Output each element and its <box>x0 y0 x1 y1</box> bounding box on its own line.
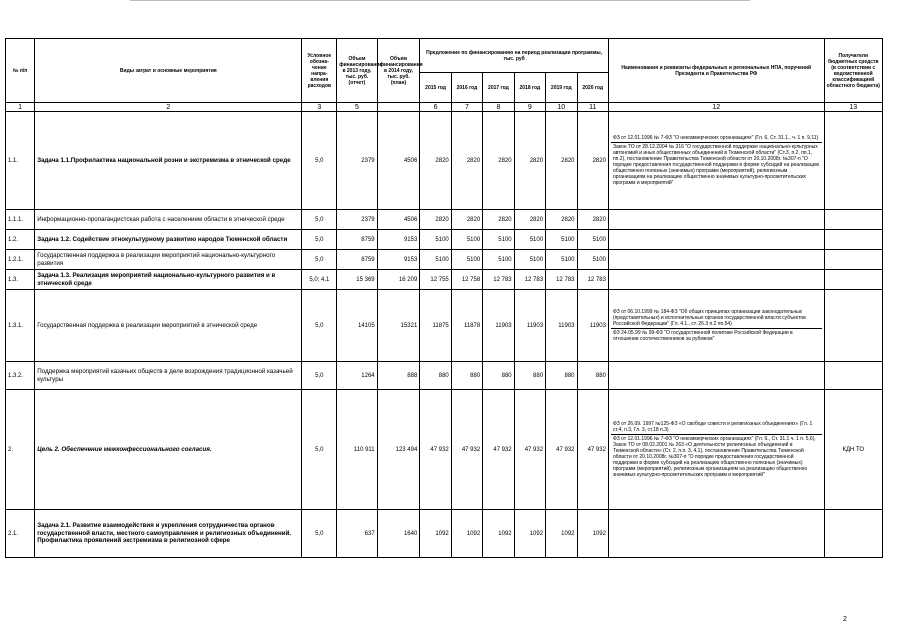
header-name: Виды затрат и основные мероприятия <box>35 39 302 103</box>
column-number: 9 <box>514 103 545 112</box>
row-year-value: 2820 <box>577 210 608 230</box>
row-number: 1.1. <box>6 112 35 210</box>
row-year-value: 47 932 <box>483 390 514 510</box>
row-year-value: 47 932 <box>577 390 608 510</box>
table-body <box>6 112 883 558</box>
column-number: 13 <box>824 103 882 112</box>
row-year-value: 11903 <box>577 290 608 362</box>
row-year-value: 2820 <box>514 210 545 230</box>
row-code: 5,0 <box>302 510 337 558</box>
column-number-row <box>6 103 883 112</box>
row-year-value: 5100 <box>451 230 482 250</box>
row-vol2014: 4506 <box>377 210 420 230</box>
header-npa: Наименования и реквизиты федеральных и региональных НПА, поручений Президента и Правительства РФ <box>608 39 824 103</box>
npa-reference: ФЗ 24.05.99 № 99-ФЗ "О государственной политике Российской Федерации в отношении соотечественников за рубежом" <box>611 328 822 343</box>
column-number: 11 <box>577 103 608 112</box>
row-year-value: 12 783 <box>514 270 545 290</box>
row-code: 5,0 <box>302 390 337 510</box>
row-code: 5,0 <box>302 290 337 362</box>
header-vol2014: Объем финансирования в 2014 году, тыс. руб.(план) <box>377 39 420 103</box>
table-row <box>6 112 883 210</box>
row-number: 1.1.1. <box>6 210 35 230</box>
row-year-value: 11875 <box>420 290 451 362</box>
row-year-value: 5100 <box>514 230 545 250</box>
row-npa <box>608 362 824 390</box>
row-year-value: 5100 <box>546 250 577 270</box>
row-year-value: 5100 <box>420 250 451 270</box>
page-top-line <box>130 0 750 1</box>
column-number <box>377 103 420 112</box>
row-vol2013: 8759 <box>337 230 377 250</box>
header-year: 2018 год <box>514 73 545 103</box>
row-code: 5,0 <box>302 362 337 390</box>
table-row <box>6 250 883 270</box>
row-year-value: 2820 <box>546 112 577 210</box>
row-year-value: 2820 <box>420 210 451 230</box>
row-recipient <box>824 230 882 250</box>
header-year: 2015 год <box>420 73 451 103</box>
row-vol2013: 14105 <box>337 290 377 362</box>
row-year-value: 2820 <box>514 112 545 210</box>
table-row <box>6 230 883 250</box>
row-name: Информационно-пропагандистская работа с населением области в этнической среде <box>35 210 302 230</box>
header-proposal: Предложение по финансированию на период реализации программы, тыс. руб <box>420 39 609 73</box>
row-year-value: 2820 <box>546 210 577 230</box>
row-vol2013: 2379 <box>337 112 377 210</box>
row-year-value: 5100 <box>420 230 451 250</box>
header-vol2013: Объем финансирования в 2013 году, тыс. руб. (отчет) <box>337 39 377 103</box>
table-row <box>6 210 883 230</box>
row-number: 1.3.1. <box>6 290 35 362</box>
financing-table <box>5 38 883 558</box>
row-npa <box>608 510 824 558</box>
column-number: 6 <box>420 103 451 112</box>
row-year-value: 11878 <box>451 290 482 362</box>
row-name: Государственная поддержка в реализации мероприятий в этнической среде <box>35 290 302 362</box>
npa-reference: Закон ТО от 28.12.2004 № 316 "О государственной поддержке национально-культурных автономий и иных общественных объединений в Тюменской области" (Ст.3, п.2, пп.1, пп.2), постановление Правительства Тюменской области от 20.10.2008г. №307-п "О порядке предоставления государственной поддержки в форме субсидий на реализацию общественно полезных (значимых) программ (мероприятий), религиозным организациям на реализацию общественно значимых культурно-просветительских программ и мероприятий" <box>611 142 822 187</box>
row-year-value: 12 783 <box>483 270 514 290</box>
row-recipient <box>824 510 882 558</box>
column-number: 7 <box>451 103 482 112</box>
row-npa <box>608 390 824 510</box>
row-vol2013: 8759 <box>337 250 377 270</box>
header-year: 2017 год <box>483 73 514 103</box>
row-code: 5,0; 4,1 <box>302 270 337 290</box>
row-vol2013: 637 <box>337 510 377 558</box>
row-year-value: 1092 <box>451 510 482 558</box>
row-vol2013: 110 911 <box>337 390 377 510</box>
row-year-value: 12 755 <box>420 270 451 290</box>
row-vol2014: 123 494 <box>377 390 420 510</box>
row-recipient <box>824 210 882 230</box>
row-code: 5,0 <box>302 210 337 230</box>
row-year-value: 5100 <box>577 250 608 270</box>
table-row <box>6 390 883 510</box>
row-number: 2. <box>6 390 35 510</box>
table-row <box>6 362 883 390</box>
row-year-value: 5100 <box>546 230 577 250</box>
row-year-value: 47 932 <box>451 390 482 510</box>
row-code: 5,0 <box>302 230 337 250</box>
row-name: Задача 2.1. Развитие взаимодействия и укрепления сотрудничества органов государственной власти, местного самоуправления и религиозных объединений. Профилактика проявлений экстремизма в религиозной сфере <box>35 510 302 558</box>
row-year-value: 1092 <box>546 510 577 558</box>
row-name: Цель 2. Обеспечение межконфессионального согласия. <box>35 390 302 510</box>
row-npa <box>608 230 824 250</box>
row-year-value: 2820 <box>483 112 514 210</box>
row-year-value: 11903 <box>546 290 577 362</box>
row-vol2013: 1264 <box>337 362 377 390</box>
row-year-value: 11903 <box>514 290 545 362</box>
row-npa <box>608 112 824 210</box>
row-year-value: 880 <box>420 362 451 390</box>
header-no: № п/п <box>6 39 35 103</box>
table-row <box>6 510 883 558</box>
row-recipient <box>824 112 882 210</box>
row-year-value: 2820 <box>420 112 451 210</box>
column-number: 12 <box>608 103 824 112</box>
row-year-value: 12 783 <box>546 270 577 290</box>
row-year-value: 11903 <box>483 290 514 362</box>
row-recipient: КДН ТО <box>824 390 882 510</box>
row-vol2014: 9153 <box>377 230 420 250</box>
npa-reference: ФЗ от 26.09. 1997 №125-ФЗ «О свободе совести и религиозных объединениях» (Гл. 1 ст.4, п.3, Гл. 3, ст.18 п.3) <box>612 421 813 433</box>
column-number: 10 <box>546 103 577 112</box>
row-number: 1.2. <box>6 230 35 250</box>
column-number: 1 <box>6 103 35 112</box>
column-number: 8 <box>483 103 514 112</box>
row-name: Государственная поддержка в реализации мероприятий национально-культурного развития <box>35 250 302 270</box>
row-year-value: 2820 <box>577 112 608 210</box>
row-year-value: 880 <box>483 362 514 390</box>
row-year-value: 5100 <box>483 230 514 250</box>
row-number: 1.3. <box>6 270 35 290</box>
row-year-value: 5100 <box>451 250 482 270</box>
column-number: 3 <box>302 103 337 112</box>
row-year-value: 2820 <box>451 210 482 230</box>
row-year-value: 1092 <box>420 510 451 558</box>
row-name: Задача 1.1.Профилактика национальной розни и экстремизма в этнической среде <box>35 112 302 210</box>
header-year: 2019 год <box>546 73 577 103</box>
row-vol2013: 15 369 <box>337 270 377 290</box>
row-number: 1.3.2. <box>6 362 35 390</box>
row-npa <box>608 210 824 230</box>
row-name: Поддержка мероприятий казачьих обществ в деле возрождения традиционной казачьей культуры <box>35 362 302 390</box>
row-year-value: 47 932 <box>546 390 577 510</box>
row-year-value: 1092 <box>577 510 608 558</box>
row-year-value: 12 783 <box>577 270 608 290</box>
row-year-value: 880 <box>546 362 577 390</box>
row-vol2014: 15321 <box>377 290 420 362</box>
row-recipient <box>824 362 882 390</box>
row-recipient <box>824 290 882 362</box>
row-year-value: 47 932 <box>420 390 451 510</box>
row-vol2013: 2379 <box>337 210 377 230</box>
row-vol2014: 9153 <box>377 250 420 270</box>
row-recipient <box>824 270 882 290</box>
row-year-value: 2820 <box>451 112 482 210</box>
page-number: 2 <box>843 616 847 623</box>
row-name: Задача 1.3. Реализация мероприятий национально-культурного развития и в этнической среде <box>35 270 302 290</box>
row-number: 2.1. <box>6 510 35 558</box>
row-recipient <box>824 250 882 270</box>
row-year-value: 880 <box>577 362 608 390</box>
table-header <box>6 39 883 112</box>
header-year: 2016 год <box>451 73 482 103</box>
row-vol2014: 1640 <box>377 510 420 558</box>
table-row <box>6 290 883 362</box>
row-year-value: 880 <box>451 362 482 390</box>
header-recipient: Получатели бюджетных средств (в соответствии с ведомственной классификацией областного бюджета) <box>824 39 882 103</box>
row-year-value: 880 <box>514 362 545 390</box>
row-name: Задача 1.2. Содействие этнокультурному развитию народов Тюменской области <box>35 230 302 250</box>
table-row <box>6 270 883 290</box>
row-year-value: 12 758 <box>451 270 482 290</box>
npa-reference: ФЗ от 12.01.1996 № 7-ФЗ "О некоммерческих организациях" (Гл. 6., Ст. 31.1 ч. 1 п. 5,6), Закон ТО от 08.02.2001 № 263 «О деятельности религиозных объединений в Тюменской области» (Ст. 2, п.п. 3, 4,1), постановление Правительства Тюменской области от 20.10.2008г. №307-п "О порядке предоставления государственной поддержки в форме субсидий на реализацию общественно полезных (значимых) программ (мероприятий), религиозным организациям на реализацию общественно значимых культурно-просветительских программ и мероприятий" <box>611 434 822 479</box>
column-number: 5 <box>337 103 377 112</box>
row-vol2014: 16 209 <box>377 270 420 290</box>
row-year-value: 5100 <box>577 230 608 250</box>
header-year: 2020 год <box>577 73 608 103</box>
row-year-value: 2820 <box>483 210 514 230</box>
row-year-value: 47 932 <box>514 390 545 510</box>
npa-reference: ФЗ от 12.01.1996 № 7-ФЗ "О некоммерческих организациях" (Гл. 6, Ст. 31.1., ч. 1 п. 9,11) <box>612 135 819 141</box>
header-code: Условное обозна- чение напра- вления расходов <box>302 39 337 103</box>
row-vol2014: 888 <box>377 362 420 390</box>
row-vol2014: 4506 <box>377 112 420 210</box>
row-year-value: 1092 <box>483 510 514 558</box>
row-code: 5,0 <box>302 250 337 270</box>
row-npa <box>608 290 824 362</box>
row-number: 1.2.1. <box>6 250 35 270</box>
row-code: 5,0 <box>302 112 337 210</box>
row-npa <box>608 270 824 290</box>
row-year-value: 1092 <box>514 510 545 558</box>
column-number: 2 <box>35 103 302 112</box>
row-year-value: 5100 <box>514 250 545 270</box>
row-year-value: 5100 <box>483 250 514 270</box>
npa-reference: ФЗ от 06.10.1999 № 184-ФЗ "Об общих принципах организации законодательных (представительных) и исполнительных органов государственной власти субъектов Российской Федерации" (Гл. 4.1., ст. 26.3 п.2 пп.54) <box>612 309 806 327</box>
row-npa <box>608 250 824 270</box>
